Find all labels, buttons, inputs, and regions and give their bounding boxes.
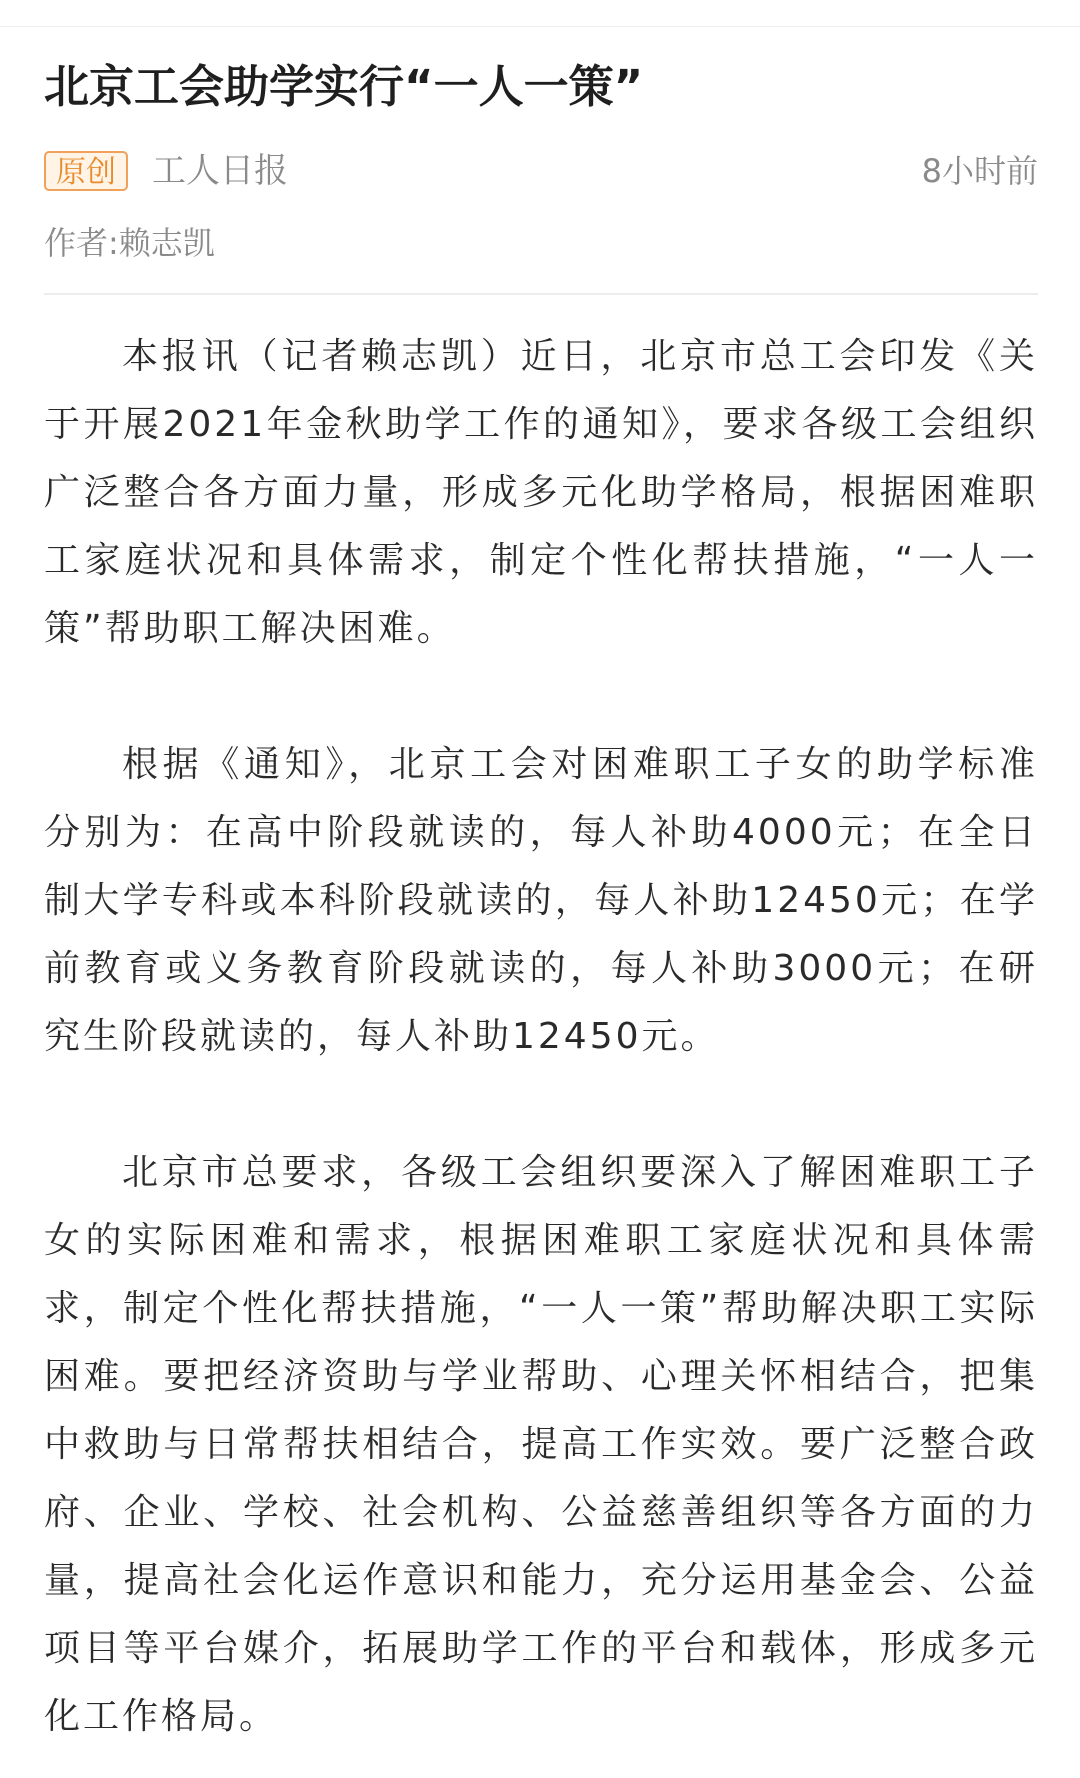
paragraph: 北京市总要求，各级工会组织要深入了解困难职工子女的实际困难和需求，根据困难职工家庭状况和具体需求，制定个性化帮扶措施，“一人一策”帮助解决职工实际困难。要把经济资助与学业帮助、心理关怀相结合，把集中救助与日常帮扶相结合，提高工作实效。要广泛整合政府、企业、学校、社会机构、公益慈善组织等各方面的力量，提高社会化运作意识和能力，充分运用基金会、公益项目等平台媒介，拓展助学工作的平台和载体，形成多元化工作格局。 — [44, 1152, 1038, 1737]
author-label: 作者: — [44, 224, 119, 262]
header-divider — [44, 293, 1038, 295]
original-badge: 原创 — [44, 151, 128, 191]
article-body — [44, 323, 1038, 1751]
paragraph: 根据《通知》，北京工会对困难职工子女的助学标准分别为：在高中阶段就读的，每人补助4000元；在全日制大学专科或本科阶段就读的，每人补助12450元；在学前教育或义务教育阶段就读的，每人补助3000元；在研究生阶段就读的，每人补助12450元。 — [44, 744, 1038, 1057]
article — [44, 27, 1038, 1751]
source-link[interactable]: 工人日报 — [152, 151, 288, 191]
author-name: 赖志凯 — [118, 224, 215, 262]
publish-time: 8小时前 — [921, 152, 1038, 190]
article-title: 北京工会助学实行“一人一策” — [44, 60, 644, 113]
author-line — [44, 221, 1038, 265]
paragraph: 本报讯（记者赖志凯）近日，北京市总工会印发《关于开展2021年金秋助学工作的通知》，要求各级工会组织广泛整合各方面力量，形成多元化助学格局，根据困难职工家庭状况和具体需求，制定个性化帮扶措施，“一人一策”帮助职工解决困难。 — [44, 336, 1038, 649]
article-meta — [44, 149, 1038, 193]
